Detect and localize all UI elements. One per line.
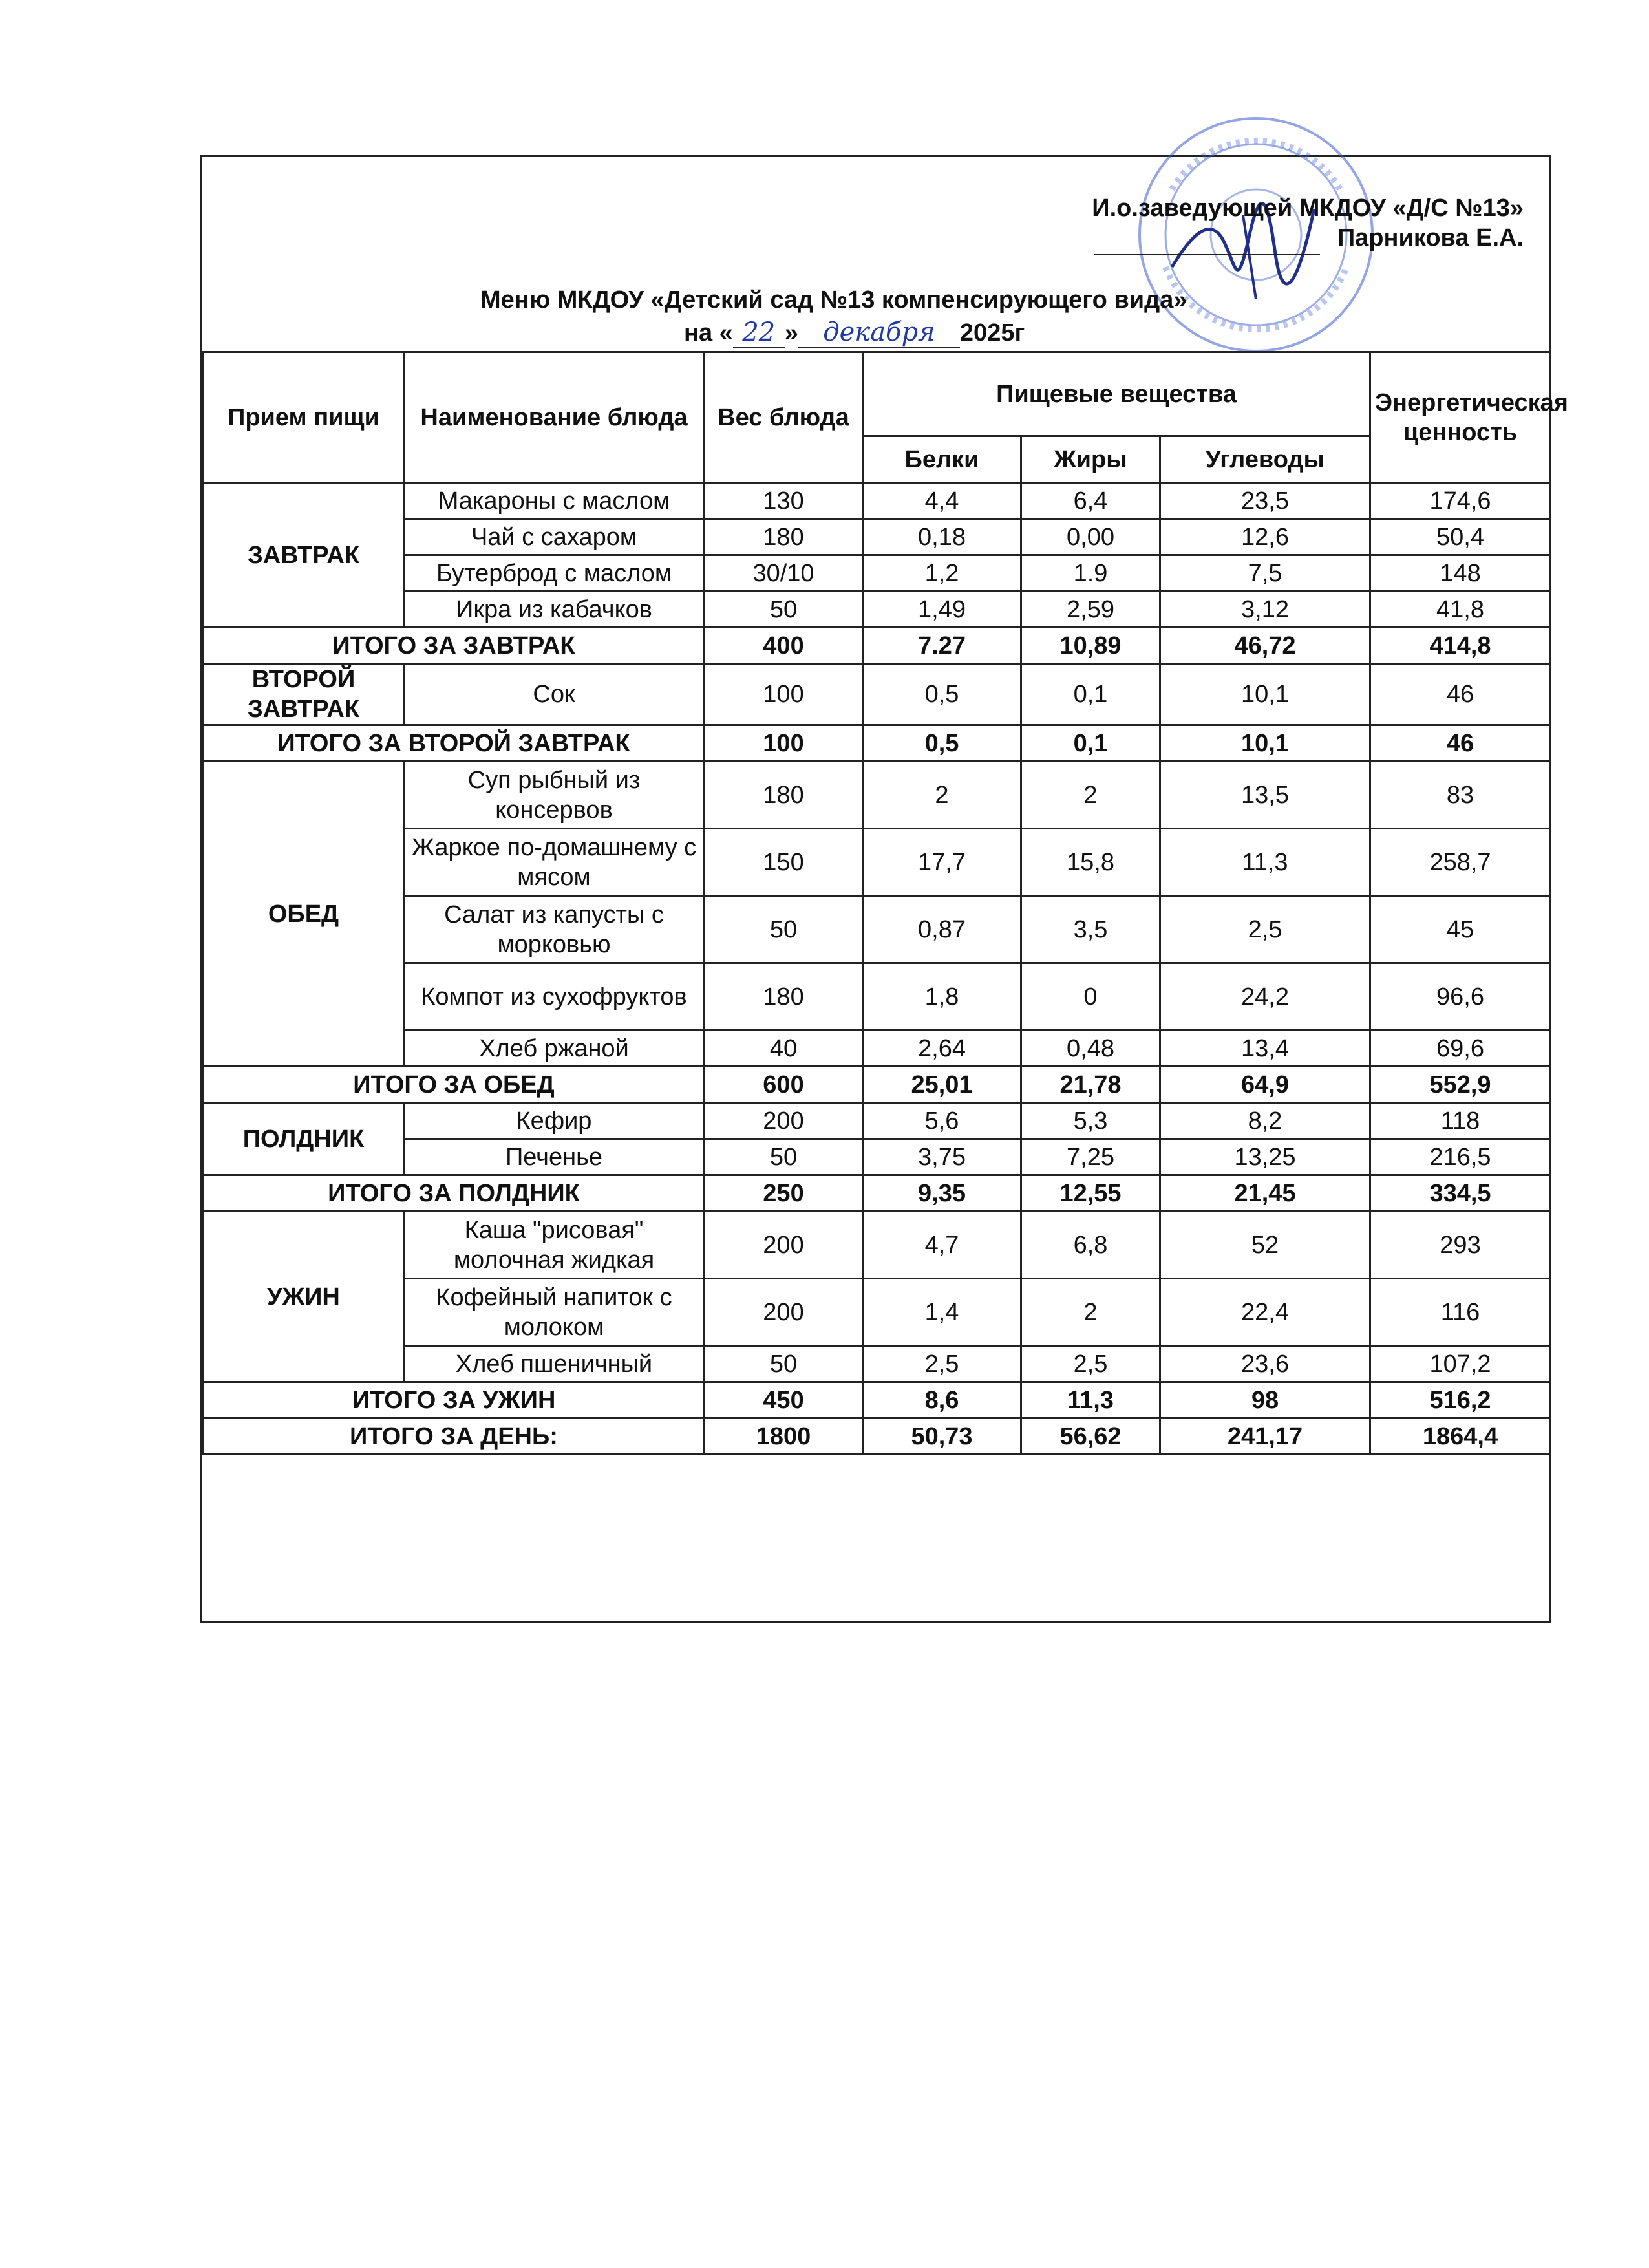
menu-body [204, 483, 1551, 1455]
energy-cell: 258,7 [1370, 829, 1551, 896]
carbs-cell: 8,2 [1160, 1103, 1370, 1139]
total-fat: 10,89 [1021, 628, 1160, 664]
dish-cell: Икра из кабачков [404, 592, 705, 628]
energy-cell: 118 [1370, 1103, 1551, 1139]
energy-cell: 96,6 [1370, 963, 1551, 1031]
weight-cell: 40 [705, 1031, 863, 1067]
menu-frame [200, 155, 1568, 1623]
carbs-cell: 3,12 [1160, 592, 1370, 628]
total-label: ИТОГО ЗА ПОЛДНИК [204, 1175, 705, 1212]
day-total-protein: 50,73 [863, 1418, 1021, 1455]
total-label: ИТОГО ЗА УЖИН [204, 1382, 705, 1418]
total-weight: 450 [705, 1382, 863, 1418]
energy-cell: 41,8 [1370, 592, 1551, 628]
total-protein: 25,01 [863, 1067, 1021, 1103]
energy-cell: 50,4 [1370, 519, 1551, 555]
weight-cell: 200 [705, 1103, 863, 1139]
total-row [204, 1382, 1551, 1418]
protein-cell: 5,6 [863, 1103, 1021, 1139]
table-row [204, 963, 1551, 1031]
total-label: ИТОГО ЗА ОБЕД [204, 1067, 705, 1103]
weight-cell: 50 [705, 1139, 863, 1175]
protein-cell: 0,5 [863, 664, 1021, 725]
table-row [204, 592, 1551, 628]
energy-cell: 216,5 [1370, 1139, 1551, 1175]
total-carbs: 98 [1160, 1382, 1370, 1418]
dish-cell: Кефир [404, 1103, 705, 1139]
day-total-energy: 1864,4 [1370, 1418, 1551, 1455]
meal-cell: УЖИН [204, 1212, 404, 1382]
fat-cell: 2 [1021, 762, 1160, 829]
protein-cell: 2,64 [863, 1031, 1021, 1067]
total-energy: 552,9 [1370, 1067, 1551, 1103]
fat-cell: 2 [1021, 1279, 1160, 1346]
total-fat: 11,3 [1021, 1382, 1160, 1418]
dish-cell: Печенье [404, 1139, 705, 1175]
dish-cell: Компот из сухофруктов [404, 963, 705, 1031]
header-dish: Наименование блюда [404, 352, 705, 483]
day-total-fat: 56,62 [1021, 1418, 1160, 1455]
protein-cell: 2,5 [863, 1346, 1021, 1382]
carbs-cell: 23,6 [1160, 1346, 1370, 1382]
approval-name: Парникова Е.А. [1337, 224, 1524, 251]
protein-cell: 1,4 [863, 1279, 1021, 1346]
energy-cell: 46 [1370, 664, 1551, 725]
fat-cell: 15,8 [1021, 829, 1160, 896]
table-row [204, 519, 1551, 555]
table-row [204, 829, 1551, 896]
carbs-cell: 7,5 [1160, 555, 1370, 592]
fat-cell: 7,25 [1021, 1139, 1160, 1175]
dish-cell: Суп рыбный из консервов [404, 762, 705, 829]
dish-cell: Бутерброд с маслом [404, 555, 705, 592]
table-row [204, 1103, 1551, 1139]
day-total-label: ИТОГО ЗА ДЕНЬ: [204, 1418, 705, 1455]
header-weight: Вес блюда [705, 352, 863, 483]
meal-cell: ПОЛДНИК [204, 1103, 404, 1175]
date-prefix: на « [684, 319, 733, 347]
header-energy: Энергетическая ценность [1370, 352, 1551, 483]
protein-cell: 17,7 [863, 829, 1021, 896]
header-nutrients: Пищевые вещества [863, 352, 1370, 436]
protein-cell: 1,8 [863, 963, 1021, 1031]
date-day: 22 [733, 317, 785, 348]
protein-cell: 1,49 [863, 592, 1021, 628]
meal-cell: ЗАВТРАК [204, 483, 404, 628]
date-month: декабря [798, 317, 960, 348]
carbs-cell: 11,3 [1160, 829, 1370, 896]
fat-cell: 0,1 [1021, 664, 1160, 725]
dish-cell: Жаркое по-домашнему с мясом [404, 829, 705, 896]
total-label: ИТОГО ЗА ЗАВТРАК [204, 628, 705, 664]
total-row [204, 1067, 1551, 1103]
carbs-cell: 24,2 [1160, 963, 1370, 1031]
dish-cell: Хлеб ржаной [404, 1031, 705, 1067]
weight-cell: 180 [705, 519, 863, 555]
header-meal: Прием пищи [204, 352, 404, 483]
total-fat: 0,1 [1021, 725, 1160, 762]
date-year: 2025г [959, 319, 1025, 347]
dish-cell: Хлеб пшеничный [404, 1346, 705, 1382]
carbs-cell: 22,4 [1160, 1279, 1370, 1346]
carbs-cell: 10,1 [1160, 664, 1370, 725]
signature-line [1094, 254, 1320, 255]
date-mid: » [784, 319, 798, 347]
table-row [204, 664, 1551, 725]
table-row [204, 1139, 1551, 1175]
total-energy: 46 [1370, 725, 1551, 762]
menu-table [202, 351, 1568, 1455]
protein-cell: 1,2 [863, 555, 1021, 592]
meal-cell: ОБЕД [204, 762, 404, 1067]
carbs-cell: 13,5 [1160, 762, 1370, 829]
total-carbs: 46,72 [1160, 628, 1370, 664]
total-carbs: 21,45 [1160, 1175, 1370, 1212]
energy-cell: 293 [1370, 1212, 1551, 1279]
dish-cell: Кофейный напиток с молоком [404, 1279, 705, 1346]
weight-cell: 30/10 [705, 555, 863, 592]
fat-cell: 2,5 [1021, 1346, 1160, 1382]
table-row [204, 1031, 1551, 1067]
carbs-cell: 13,25 [1160, 1139, 1370, 1175]
dish-cell: Чай с сахаром [404, 519, 705, 555]
menu-date [684, 317, 1025, 348]
weight-cell: 50 [705, 896, 863, 963]
day-total-carbs: 241,17 [1160, 1418, 1370, 1455]
fat-cell: 0 [1021, 963, 1160, 1031]
weight-cell: 150 [705, 829, 863, 896]
weight-cell: 130 [705, 483, 863, 519]
weight-cell: 180 [705, 762, 863, 829]
fat-cell: 6,4 [1021, 483, 1160, 519]
dish-cell: Сок [404, 664, 705, 725]
carbs-cell: 12,6 [1160, 519, 1370, 555]
total-weight: 250 [705, 1175, 863, 1212]
table-row [204, 555, 1551, 592]
fat-cell: 3,5 [1021, 896, 1160, 963]
dish-cell: Каша "рисовая" молочная жидкая [404, 1212, 705, 1279]
weight-cell: 200 [705, 1279, 863, 1346]
weight-cell: 50 [705, 1346, 863, 1382]
total-carbs: 10,1 [1160, 725, 1370, 762]
energy-cell: 107,2 [1370, 1346, 1551, 1382]
dish-cell: Салат из капусты с морковью [404, 896, 705, 963]
total-weight: 400 [705, 628, 863, 664]
total-energy: 334,5 [1370, 1175, 1551, 1212]
total-row [204, 1175, 1551, 1212]
energy-cell: 116 [1370, 1279, 1551, 1346]
protein-cell: 0,87 [863, 896, 1021, 963]
weight-cell: 200 [705, 1212, 863, 1279]
energy-cell: 69,6 [1370, 1031, 1551, 1067]
total-weight: 600 [705, 1067, 863, 1103]
approval-title: И.о.заведующей МКДОУ «Д/С №13» [1092, 195, 1524, 222]
energy-cell: 174,6 [1370, 483, 1551, 519]
header-fat: Жиры [1021, 436, 1160, 483]
fat-cell: 2,59 [1021, 592, 1160, 628]
energy-cell: 83 [1370, 762, 1551, 829]
day-total-weight: 1800 [705, 1418, 863, 1455]
fat-cell: 1.9 [1021, 555, 1160, 592]
document-header [202, 157, 1549, 351]
total-protein: 0,5 [863, 725, 1021, 762]
total-fat: 21,78 [1021, 1067, 1160, 1103]
table-row [204, 1212, 1551, 1279]
total-energy: 414,8 [1370, 628, 1551, 664]
fat-cell: 5,3 [1021, 1103, 1160, 1139]
header-protein: Белки [863, 436, 1021, 483]
weight-cell: 100 [705, 664, 863, 725]
table-row [204, 483, 1551, 519]
weight-cell: 50 [705, 592, 863, 628]
protein-cell: 0,18 [863, 519, 1021, 555]
energy-cell: 45 [1370, 896, 1551, 963]
protein-cell: 3,75 [863, 1139, 1021, 1175]
protein-cell: 4,4 [863, 483, 1021, 519]
total-fat: 12,55 [1021, 1175, 1160, 1212]
dish-cell: Макароны с маслом [404, 483, 705, 519]
energy-cell: 148 [1370, 555, 1551, 592]
carbs-cell: 13,4 [1160, 1031, 1370, 1067]
fat-cell: 0,00 [1021, 519, 1160, 555]
table-row [204, 762, 1551, 829]
carbs-cell: 23,5 [1160, 483, 1370, 519]
total-carbs: 64,9 [1160, 1067, 1370, 1103]
total-row [204, 628, 1551, 664]
day-total-row [204, 1418, 1551, 1455]
menu-title: Меню МКДОУ «Детский сад №13 компенсирующего вида» [480, 286, 1187, 314]
total-protein: 8,6 [863, 1382, 1021, 1418]
total-protein: 7.27 [863, 628, 1021, 664]
protein-cell: 4,7 [863, 1212, 1021, 1279]
total-weight: 100 [705, 725, 863, 762]
total-protein: 9,35 [863, 1175, 1021, 1212]
header-carbs: Углеводы [1160, 436, 1370, 483]
meal-cell: ВТОРОЙ ЗАВТРАК [204, 664, 404, 725]
protein-cell: 2 [863, 762, 1021, 829]
weight-cell: 180 [705, 963, 863, 1031]
total-row [204, 725, 1551, 762]
table-row [204, 1279, 1551, 1346]
total-energy: 516,2 [1370, 1382, 1551, 1418]
fat-cell: 6,8 [1021, 1212, 1160, 1279]
fat-cell: 0,48 [1021, 1031, 1160, 1067]
table-row [204, 1346, 1551, 1382]
carbs-cell: 52 [1160, 1212, 1370, 1279]
total-label: ИТОГО ЗА ВТОРОЙ ЗАВТРАК [204, 725, 705, 762]
carbs-cell: 2,5 [1160, 896, 1370, 963]
table-row [204, 896, 1551, 963]
